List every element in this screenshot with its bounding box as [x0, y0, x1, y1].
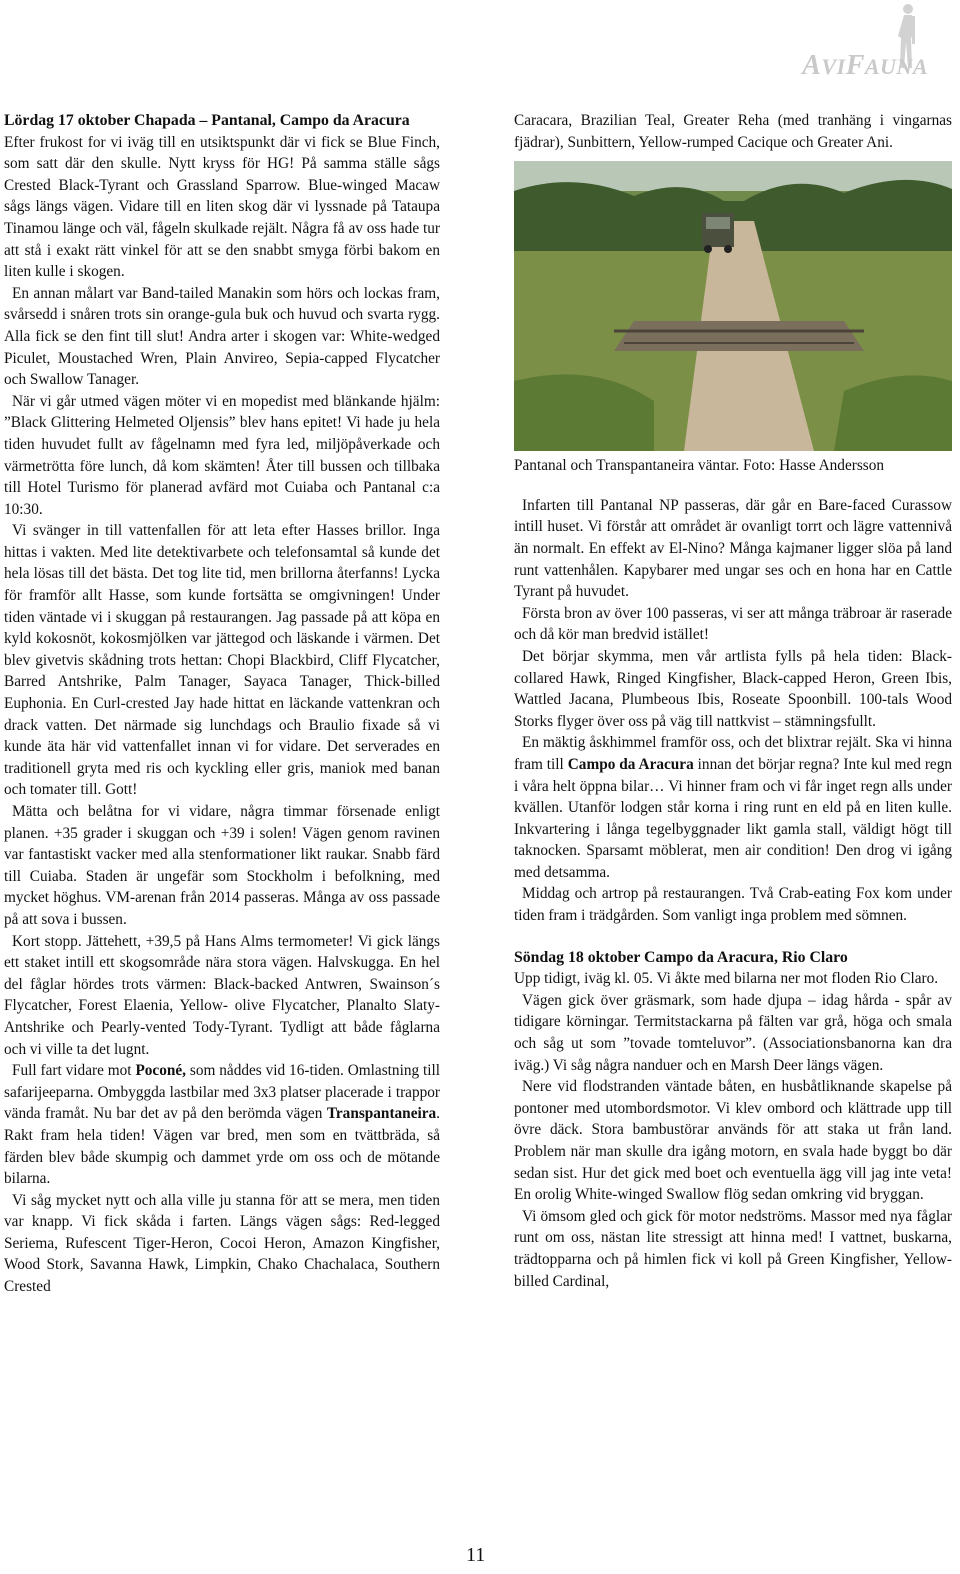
photo-caption: Pantanal och Transpantaneira väntar. Foto: Hasse Andersson	[514, 457, 885, 475]
paragraph: Första bron av över 100 passeras, vi ser att många träbroar är raserade och då kör man bredvid istället!	[514, 604, 952, 644]
spacer	[514, 927, 952, 947]
left-column	[4, 110, 440, 1298]
paragraph: Det börjar skymma, men vår artlista fylls på hela tiden: Black-collared Hawk, Ringed Kingfisher, Black-capped Heron, Green Ibis, Wattled Jacana, Plumbeous Ibis, Roseate Spoonbill. 100-tals Wood Storks flyger över oss på väg till nattkvist – stämningsfullt.	[514, 647, 952, 730]
paragraph: En annan målart var Band-tailed Manakin som hörs och lockas fram, svårsedd i snåren trots sin orange-gula buk och huvud och svarta rygg. Alla fick se den fint till slut! Andra arter i skogen var: White-wedged Piculet, Moustached Wren, Plain Anvireo, Sepia-capped Flycatcher och Swallow Tanager.	[4, 284, 440, 389]
paragraph: När vi går utmed vägen möter vi en mopedist med blänkande hjälm: ”Black Glittering Helmeted Oljensis” blev hans epitet! Vi hade ju hela tiden huvudet fullt av fågelnamn med fyra led, miljöpåverkade och värmetrötta före lunch, då kom skämten! Åter till bussen och tillbaka till Hotel Turismo för planerad avfärd mot Cuiaba och Pantanal c:a 10:30.	[4, 392, 440, 518]
right-column	[514, 110, 952, 1292]
paragraph: Upp tidigt, iväg kl. 05. Vi åkte med bilarna ner mot floden Rio Claro.	[514, 970, 939, 988]
page-number: 11	[466, 1544, 486, 1566]
paragraph: En mäktig åskhimmel framför oss, och det blixtrar rejält. Ska vi hinna fram till Campo da Aracura innan det börjar regna? Inte kul med regn i våra helt öppna bilar… Vi hinner fram och vi får inget regn alls under kvällen. Utanför lodgen står korna i ring runt en eld på en liten kulle. Inkvartering i långa tegelbyggnader likt gamla stall, väldigt högt till taknocken. Sparsamt möblerat, men air condition! Den drog vi igång med detsamma.	[514, 734, 952, 881]
paragraph: Vägen gick över gräsmark, som hade djupa – idag hårda - spår av tidigare körningar. Termitstackarna på fälten var grå, höga och smala och såg ut som ”tovade tomteluvor”. (Associationsbanorna kan dra iväg.) Vi såg några nanduer och en Marsh Deer längs vägen.	[514, 991, 952, 1074]
paragraph: Middag och artrop på restaurangen. Två Crab-eating Fox kom under tiden fram i trädgården. Som vanligt inga problem med sömnen.	[514, 885, 952, 925]
paragraph: Vi svänger in till vattenfallen för att leta efter Hasses brillor. Inga hittas i vakten. Med lite detektivarbete och telefonsamtal så kunde det hela lösas till det bästa. Det tog lite tid, men brillorna återfanns! Lycka för framför allt Hasse, som kunde fortsätta se omgivningen! Under tiden väntade vi i skuggan på restaurangen. Jag passade på att köpa en kyld kokosnöt, kokosmjölken var jättegod och läskande i värmen. Det blev givetvis skådning trots hettan: Chopi Blackbird, Cliff Flycatcher, Barred Antshrike, Palm Tanager, Sayaca Tanager, Thick-billed Euphonia. En Curl-crested Jay hade hittat en läckande vattenkran och drack vatten. Det närmade sig lunchdags och Braulio fixade så vi kunde äta här vid vattenfallet innan vi for vidare. Det serverades en traditionell gryta med ris och kyckling eller gris, maniok med banan och tomater till. Gott!	[4, 522, 440, 799]
paragraph: Vi ömsom gled och gick för motor nedströms. Massor med nya fåglar runt om oss, nästan lite stressigt att hinna med! I vattnet, buskarna, trädtopparna och på himlen fick vi koll på Green Kingfisher, Yellow-billed Cardinal,	[514, 1207, 952, 1290]
paragraph: Vi såg mycket nytt och alla ville ju stanna för att se mera, men tiden var knapp. Vi fick skåda i farten. Längs vägen sågs: Red-legged Seriema, Rufescent Tiger-Heron, Cocoi Heron, Amazon Kingfisher, Wood Stork, Savanna Hawk, Limpkin, Chako Chachalaca, Southern Crested	[4, 1191, 440, 1296]
paragraph: Full fart vidare mot Poconé, som nåddes vid 16-tiden. Omlastning till safarijeeparna. Ombyggda lastbilar med 3x3 platser placerade i trappor vända framåt. Nu bar det av på den berömda vägen Transpantaneira. Rakt fram hela tiden! Vägen var bred, men som en tvättbräda, så färden blev både skumpig och dammet yrde om oss och de mötande bilarna.	[4, 1062, 441, 1188]
avifauna-logo	[720, 0, 930, 80]
logo-wordmark: AVIFAUNA	[802, 50, 928, 81]
photo-jeep-on-bridge	[514, 161, 952, 451]
paragraph: Kort stopp. Jättehett, +39,5 på Hans Alms termometer! Vi gick längs ett staket intill ett skogsområde nära stora vägen. Halvskugga. En hel del fåglar hördes trots värmen: Black-backed Antwren, Swainson´s Flycatcher, Forest Elaenia, Yellow- olive Flycatcher, Planalto Slaty-Antshrike och Pearly-vented Tody-Tyrant. Tydligt att både fåglarna och vi ville ta det lugnt.	[4, 932, 440, 1058]
paragraph: Infarten till Pantanal NP passeras, där går en Bare-faced Curassow intill huset. Vi förstår att området är ovanligt torrt och lägre vattennivå än normalt. En effekt av El-Nino? Många kajmaner ligger slöa på land runt vattenhålen. Kapybarer med ungar ses och en hona har en Cattle Tyrant på huvudet.	[514, 496, 952, 601]
section-heading-saturday: Lördag 17 oktober Chapada – Pantanal, Campo da Aracura	[4, 112, 410, 129]
paragraph: Caracara, Brazilian Teal, Greater Reha (med tranhäng i vingarnas fjädrar), Sunbittern, Yellow-rumped Cacique och Greater Ani.	[514, 112, 952, 151]
paragraph: Nere vid flodstranden väntade båten, en husbåtliknande skapelse på pontoner med utombordsmotor. Vi klev ombord och klättrade upp till övre däck. Stora bambustörar används för att staka ut från land. Problem när man skulle dra igång motorn, en svala hade byggt bo där sedan sist. Hur det gick med boet och eventuella ägg vill jag inte veta! En orolig White-winged Swallow flög sedan omkring vid bryggan.	[514, 1078, 952, 1204]
paragraph: Mätta och belåtna for vi vidare, några timmar försenade enligt planen. +35 grader i skuggan och +39 i solen! Vägen genom ravinen var fantastiskt vacker med alla stenformationer likt raukar. Snabb färd till Cuiaba. Staden är ungefär som Stockholm i befolkning, med mycket höghus. VM-arenan från 2014 passeras. Många av oss passade på att sova i bussen.	[4, 803, 440, 928]
section-heading-sunday: Söndag 18 oktober Campo da Aracura, Rio Claro	[514, 948, 848, 966]
paragraph: Efter frukost for vi iväg till en utsiktspunkt där vi fick se Blue Finch, som satt där den skulle. Nytt kryss för HG! På samma ställe sågs Crested Black-Tyrant och Grassland Sparrow. Blue-winged Macaw sågs längs vägen. Vidare till en liten skog där vi lyssnade på Tataupa Tinamou länge och väl, fågeln skulkade rejält. Några få av oss hade tur att stå i exakt rätt vinkel för att se den snabbt smyga förbi bakom en liten kulle i skogen.	[4, 133, 440, 281]
